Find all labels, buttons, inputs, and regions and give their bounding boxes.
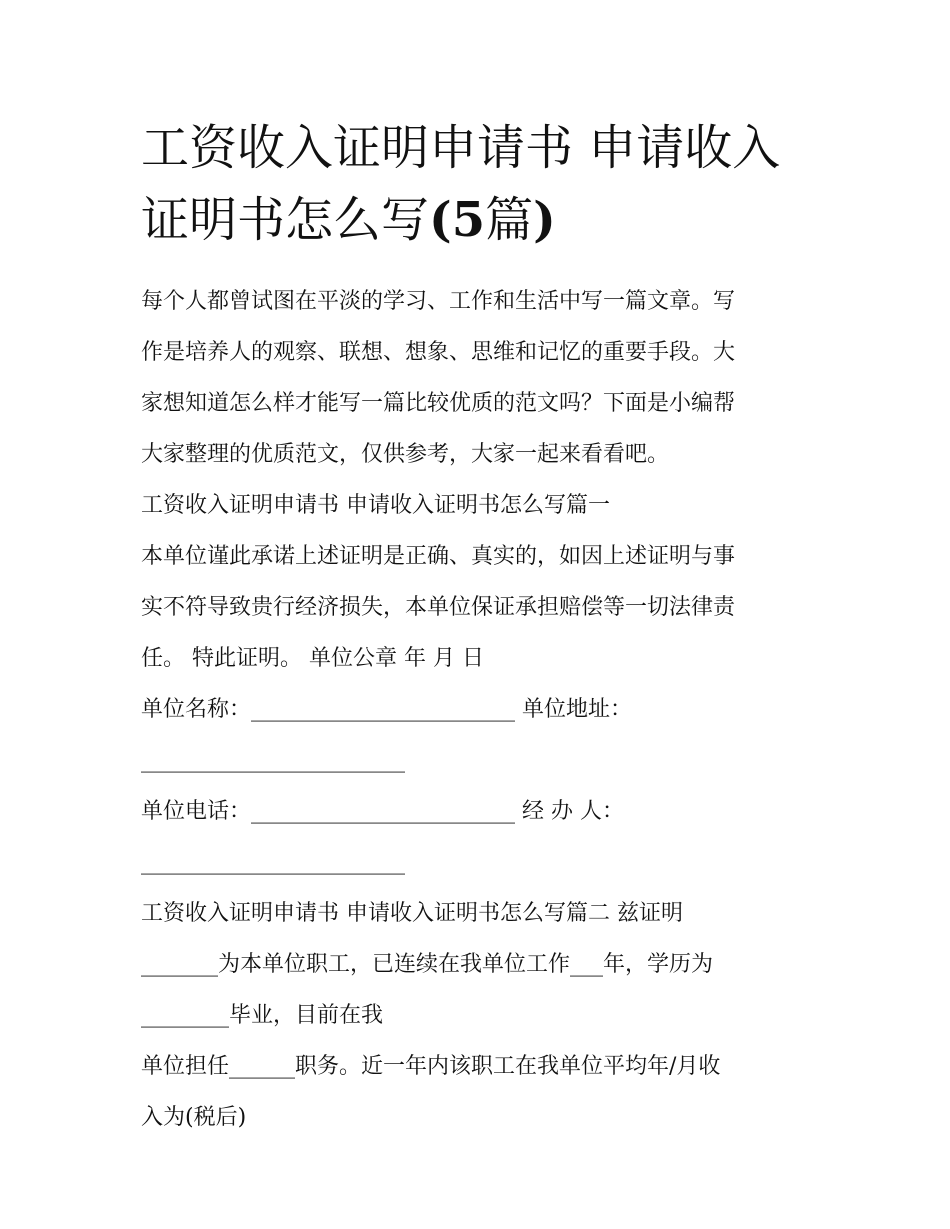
form-line-blank: ________________________ <box>141 850 405 875</box>
section-1-heading <box>141 480 816 531</box>
intro-line: 每个人都曾试图在平淡的学习、工作和生活中写一篇文章。写 <box>141 289 736 314</box>
form-line-unit-name-address: 单位名称：________________________ 单位地址： <box>141 697 632 722</box>
title-line-2 <box>141 184 821 256</box>
form-line-phone-handler: 单位电话：________________________ 经 办 人： <box>141 799 624 824</box>
section-heading-text: 工资收入证明申请书 申请收入证明书怎么写篇一 <box>141 493 610 518</box>
title-count-open: (5 <box>429 192 486 248</box>
document-title <box>141 112 821 256</box>
title-line-2-text: 证明书怎么写 <box>141 192 430 248</box>
section-1-line: 本单位谨此承诺上述证明是正确、真实的，如因上述证明与事 <box>141 544 736 569</box>
title-count-close: ) <box>533 192 556 248</box>
intro-paragraph <box>141 276 816 480</box>
section-3-line: 单位担任______职务。近一年内该职工在我单位平均年/月收 <box>141 1054 721 1079</box>
section-3-paragraph <box>141 1041 816 1143</box>
section-2-line: ________毕业，目前在我 <box>141 1003 384 1028</box>
section-1-paragraph <box>141 531 816 684</box>
section-2-line: _______为本单位职工，已连续在我单位工作___年，学历为 <box>141 952 714 977</box>
form-fields <box>141 684 816 888</box>
section-2-paragraph <box>141 888 816 1041</box>
intro-line: 作是培养人的观察、联想、想象、思维和记忆的重要手段。大 <box>141 340 736 365</box>
intro-line: 大家整理的优质范文，仅供参考，大家一起来看看吧。 <box>141 442 670 467</box>
section-2-line: 工资收入证明申请书 申请收入证明书怎么写篇二 兹证明 <box>141 901 683 926</box>
section-1-line: 任。 特此证明。 单位公章 年 月 日 <box>141 646 484 671</box>
form-line-blank: ________________________ <box>141 748 405 773</box>
document-body <box>141 276 816 1143</box>
intro-line: 家想知道怎么样才能写一篇比较优质的范文吗？下面是小编帮 <box>141 391 736 416</box>
title-line-1: 工资收入证明申请书 申请收入 <box>141 120 781 176</box>
title-count-unit: 篇 <box>485 192 534 248</box>
section-3-line: 入为(税后) <box>141 1105 247 1130</box>
section-1-line: 实不符导致贵行经济损失，本单位保证承担赔偿等一切法律责 <box>141 595 736 620</box>
